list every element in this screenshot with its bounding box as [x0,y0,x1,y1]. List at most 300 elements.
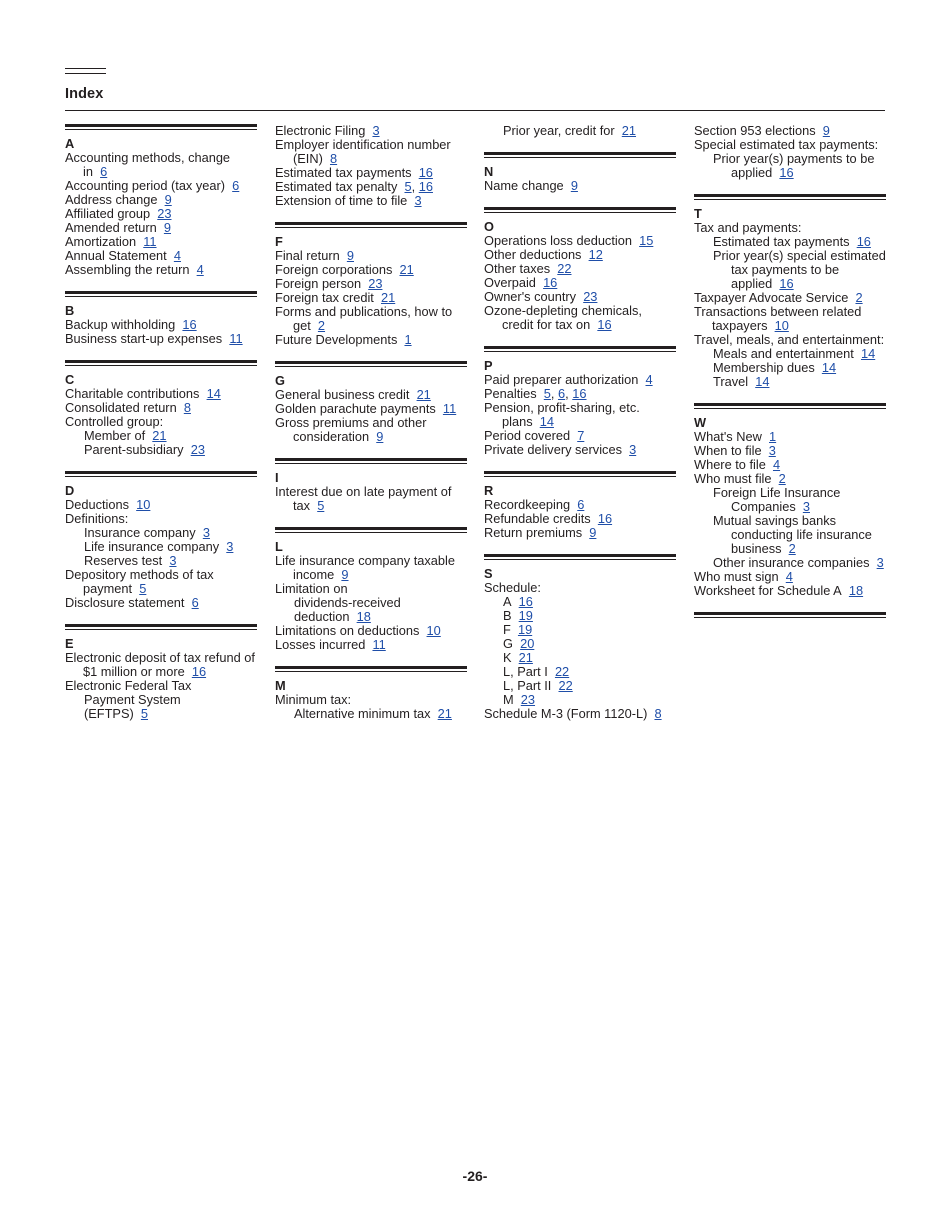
index-entry [484,373,676,387]
page-link[interactable]: 11 [442,401,457,416]
index-entry [694,305,886,333]
index-entry-text: Consolidated return [65,400,177,415]
page-link[interactable]: 3 [202,525,210,540]
page-link[interactable]: 21 [621,123,637,138]
index-entry-text: Disclosure statement [65,595,185,610]
index-entry-text: Penalties [484,386,537,401]
index-entry [694,430,886,444]
index-entry-text: Extension of time to file [275,193,408,208]
index-entry [484,234,676,248]
index-entry [275,596,467,610]
index-entry [65,332,257,346]
index-entry [65,554,257,568]
index-entry [65,498,257,512]
index-entry [65,401,257,415]
section-letter: T [694,206,702,221]
section-spacer [694,389,886,403]
section-letter: N [484,164,494,179]
index-entry [275,610,467,624]
index-entry-text: Schedule: [484,580,541,595]
index-entry-text: Meals and entertainment [713,346,854,361]
page-link[interactable]: 10 [774,318,789,333]
section-spacer [694,598,886,612]
page-link[interactable]: 4 [196,262,204,277]
page-link[interactable]: 9 [570,178,578,193]
page-link[interactable]: 21 [518,650,533,665]
index-entry-text: Where to file [694,457,766,472]
section-divider [275,458,467,464]
index-entry-text: Other insurance companies [713,555,870,570]
page-link[interactable]: 11 [229,331,243,346]
page-link[interactable]: 21 [152,428,167,443]
index-entry-text: Alternative minimum tax [294,706,431,721]
index-entry-text: Payment System [84,692,181,707]
page-link[interactable]: 21 [381,290,396,305]
page-link[interactable]: 5 [543,386,551,401]
page-link[interactable]: 9 [163,220,172,235]
index-entry-text: Parent-subsidiary [84,442,184,457]
index-entry [275,582,467,596]
index-entry-text: Foreign tax credit [275,290,374,305]
index-entry-text: Insurance company [84,525,196,540]
page-link[interactable]: 5 [317,498,325,513]
index-entry [275,291,467,305]
page-link[interactable]: 16 [597,317,612,332]
index-entry [65,193,257,207]
index-entry [694,361,886,375]
page-link[interactable]: 5 [404,179,412,194]
index-entry [694,235,886,249]
section-divider [275,361,467,367]
index-entry [484,651,676,665]
index-entry [484,637,676,651]
index-entry-text: Electronic deposit of tax refund of $1 million or more [65,650,255,679]
index-entry-text: Annual Statement [65,248,167,263]
page-link[interactable]: 3 [629,442,637,457]
page-link[interactable]: 6 [100,164,108,179]
index-entry-text: When to file [694,443,762,458]
index-entry-text: Assembling the return [65,262,190,277]
index-entry [65,429,257,443]
index-entry-text: Backup withholding [65,317,176,332]
page-link[interactable]: 23 [520,692,536,707]
page-link[interactable]: 6 [191,595,199,610]
page-link[interactable]: 8 [654,706,662,721]
index-entry [484,707,676,721]
index-entry [484,693,676,707]
index-entry [484,443,676,457]
section-letter: W [694,415,707,430]
page-link[interactable]: 21 [399,262,414,277]
page-link[interactable]: 16 [518,594,533,609]
index-entry-text: Travel [713,374,749,389]
top-mark-rule [65,68,106,69]
index-entry-text: What's New [694,429,762,444]
index-entry [275,277,467,291]
page-link[interactable]: 23 [583,289,598,304]
section-divider [275,527,467,533]
index-entry-text: Gross premiums and other consideration [275,415,427,444]
section-divider [65,291,257,297]
section-divider [65,624,257,630]
page-link[interactable]: 11 [372,637,386,652]
section-divider [694,403,886,409]
section-letter: L [275,539,283,554]
page-link[interactable]: 6 [577,497,585,512]
section-divider [484,152,676,158]
page-link[interactable]: 10 [136,497,151,512]
index-entry [275,305,467,333]
page-link[interactable]: 16 [779,165,794,180]
index-entry [484,248,676,262]
index-entry-text: Accounting period (tax year) [65,178,226,193]
index-entry-text: General business credit [275,387,410,402]
page-link[interactable]: 5 [140,706,149,721]
index-column-2 [275,124,467,721]
section-letter: C [65,372,75,387]
index-entry [275,263,467,277]
index-entry-text: K [503,650,512,665]
index-entry [275,693,467,707]
section-letter: A [65,136,75,151]
page-link[interactable]: 14 [755,374,770,389]
page-link[interactable]: 9 [346,248,354,263]
index-entry-text: Owner's country [484,289,577,304]
index-entry [275,638,467,652]
index-entry [275,194,467,208]
page-link[interactable]: 16 [418,179,433,194]
index-entry-text: F [503,622,511,637]
page-link[interactable]: 14 [206,386,221,401]
index-entry [65,249,257,263]
index-entry-text: Life insurance company [84,539,220,554]
section-letter: D [65,483,75,498]
page-link[interactable]: 22 [558,678,573,693]
index-entry-text: Mutual savings banks conducting life insurance business [713,513,872,556]
index-entry [65,415,257,429]
index-entry-text: A [503,594,512,609]
section-spacer [65,277,257,291]
page-link[interactable]: 16 [182,317,197,332]
index-entry-text: L, Part II [503,678,552,693]
index-entry-text: Prior year, credit for [503,123,615,138]
page-link[interactable]: 5 [139,581,147,596]
index-entry-text: Transactions between related taxpayers [694,304,862,333]
index-entry [694,152,886,180]
index-entry [484,512,676,526]
index-entry: Penalties 5, 6, 16 [484,386,587,401]
page-link[interactable]: 16 [191,664,207,679]
page-link[interactable]: 9 [341,567,349,582]
index-entry-text: deduction [294,609,350,624]
index-entry [65,263,257,277]
index-entry [65,207,257,221]
section-divider [275,666,467,672]
index-entry-text: Other deductions [484,247,582,262]
section-divider [484,554,676,560]
index-entry-text: B [503,608,512,623]
section-spacer [275,444,467,458]
section-spacer [694,180,886,194]
index-entry-text: Who must sign [694,569,779,584]
index-entry-text: Refundable credits [484,511,591,526]
index-entry-text: Foreign person [275,276,362,291]
page-link[interactable]: 8 [183,400,191,415]
index-entry-text: Paid preparer authorization [484,372,639,387]
index-entry-text: Amended return [65,220,157,235]
column-end-rule [694,612,886,618]
section-divider [484,207,676,213]
section-divider [65,360,257,366]
index-entry-text: Member of [84,428,146,443]
index-entry [275,249,467,263]
index-entry-text: Other taxes [484,261,551,276]
index-entry [484,304,676,332]
index-entry-text: G [503,636,513,651]
page-link[interactable]: 18 [848,583,864,598]
page-link[interactable]: 21 [416,387,431,402]
index-entry-text: Recordkeeping [484,497,571,512]
index-entry-text: M [503,692,514,707]
page-link[interactable]: 19 [518,608,533,623]
section-letter: G [275,373,285,388]
index-entry-text: Ozone-depleting chemicals, credit for tax on [484,303,642,332]
index-entry [275,707,467,721]
page-link[interactable]: 19 [517,622,533,637]
index-entry [65,540,257,554]
index-entry [65,568,257,596]
index-entry [694,138,886,152]
index-entry [694,584,886,598]
section-spacer [275,652,467,666]
index-entry [484,179,676,193]
index-entry-text: Return premiums [484,525,583,540]
index-entry [484,581,676,595]
section-spacer [484,193,676,207]
index-entry-text: Final return [275,248,340,263]
page-link[interactable]: 2 [317,318,326,333]
section-letter: S [484,566,493,581]
index-entry [484,665,676,679]
page-link[interactable]: 23 [190,442,205,457]
page-link[interactable]: 20 [520,636,535,651]
index-entry-text: Losses incurred [275,637,366,652]
page-link[interactable]: 16 [543,275,558,290]
index-entry [65,221,257,235]
index-column-1 [65,124,257,721]
page-link[interactable]: 16 [856,234,871,249]
page-link[interactable]: 18 [356,609,371,624]
index-entry [484,429,676,443]
index-entry [484,498,676,512]
index-entry [65,693,257,707]
index-entry [484,526,676,540]
index-entry-text: Future Developments [275,332,398,347]
section-spacer [484,138,676,152]
index-entry [275,485,467,513]
section-spacer [275,513,467,527]
index-entry-text: Overpaid [484,275,536,290]
section-divider [65,124,257,130]
index-entry-text: Employer identification number (EIN) [275,137,451,166]
page-link[interactable]: 2 [788,541,796,556]
index-entry [694,570,886,584]
section-divider [275,222,467,228]
section-letter: I [275,470,279,485]
page-link[interactable]: 23 [368,276,383,291]
index-entry-text: Tax and payments: [694,220,802,235]
page-link[interactable]: 16 [597,511,613,526]
index-entry [275,166,467,180]
page-link[interactable]: 16 [572,386,587,401]
page-link[interactable]: 9 [376,429,384,444]
index-entry-text: Schedule M-3 (Form 1120-L) [484,706,648,721]
index-entry [694,347,886,361]
index-entry [275,416,467,444]
index-entry-text: Foreign Life Insurance Companies [713,485,841,514]
page-link[interactable]: 3 [169,553,177,568]
index-entry [694,221,886,235]
page-link[interactable]: 2 [855,290,863,305]
page-title: Index [65,86,104,102]
page-link[interactable]: 1 [769,429,777,444]
index-entry-text: Business start-up expenses [65,331,223,346]
page-link[interactable]: 3 [768,443,776,458]
index-entry-text: Minimum tax: [275,692,352,707]
page-link[interactable]: 14 [539,414,554,429]
index-entry-text: Section 953 elections [694,123,816,138]
section-divider [484,471,676,477]
page-link[interactable]: 3 [226,539,234,554]
section-divider [694,194,886,200]
index-entry [275,554,467,582]
index-column-3 [484,124,676,721]
section-divider [484,346,676,352]
page-link[interactable]: 4 [173,248,181,263]
page-link[interactable]: 4 [772,457,781,472]
page-link[interactable]: 3 [372,123,380,138]
index-entry-text: Accounting methods, change in [65,150,231,179]
index-entry [484,262,676,276]
index-entry-text: Golden parachute payments [275,401,436,416]
page-link[interactable]: 11 [143,234,157,249]
index-entry [484,595,676,609]
index-entry [484,290,676,304]
index-entry-text: Estimated tax payments [713,234,850,249]
index-entry [694,514,886,556]
index-entry-text: Travel, meals, and entertainment: [694,332,885,347]
section-spacer [484,540,676,554]
index-entry-text: Foreign corporations [275,262,393,277]
section-letter: P [484,358,493,373]
index-entry-text: Definitions: [65,511,129,526]
section-letter: E [65,636,74,651]
page-link[interactable]: 7 [577,428,585,443]
index-entry-text: Estimated tax payments [275,165,412,180]
page-link[interactable]: 12 [588,247,603,262]
page-link[interactable]: 4 [785,569,793,584]
page-link[interactable]: 9 [164,192,172,207]
page-link[interactable]: 1 [404,332,412,347]
index-entry [275,402,467,416]
index-entry-text: Reserves test [84,553,163,568]
index-entry [484,124,676,138]
index-entry [694,124,886,138]
page-link[interactable]: 22 [554,664,570,679]
section-spacer [275,208,467,222]
index-entry-text: Interest due on late payment of tax [275,484,452,513]
index-entry-text: Private delivery services [484,442,622,457]
index-entry-text: Depository methods of tax payment [65,567,214,596]
index-entry-text: Prior year(s) payments to be applied [713,151,875,180]
index-entry [65,512,257,526]
index-entry-text: Pension, profit-sharing, etc. plans [484,400,640,429]
page-link[interactable]: 16 [418,165,433,180]
index-entry [694,472,886,486]
index-entry [275,138,467,166]
index-entry [275,124,467,138]
section-letter: B [65,303,75,318]
section-spacer [484,457,676,471]
page-link[interactable]: 2 [778,471,786,486]
section-spacer [65,346,257,360]
page-link[interactable]: 16 [779,276,794,291]
page-link[interactable]: 10 [426,623,441,638]
index-entry [275,333,467,347]
page-link[interactable]: 22 [557,261,572,276]
index-entry [694,291,886,305]
index-entry-text: Who must file [694,471,772,486]
section-divider [65,471,257,477]
index-entry [65,235,257,249]
page-link[interactable]: 3 [876,555,884,570]
index-entry-text: Electronic Filing [275,123,366,138]
page-link[interactable]: 8 [329,151,338,166]
page-link[interactable]: 21 [437,706,452,721]
page-link[interactable]: 14 [821,360,837,375]
page-link[interactable]: 6 [232,178,240,193]
index-entry [484,609,676,623]
page-link[interactable]: 9 [822,123,830,138]
section-letter: M [275,678,286,693]
index-entry [65,151,257,179]
page-link[interactable]: 9 [589,525,597,540]
page-link[interactable]: 6 [558,386,566,401]
index-entry [275,388,467,402]
index-entry [694,249,886,291]
page-link[interactable]: 4 [645,372,653,387]
index-entry [694,486,886,514]
index-entry-text: Prior year(s) special estimated tax payments to be applied [713,248,886,291]
page-link[interactable]: 3 [802,499,810,514]
index-entry-text: Name change [484,178,564,193]
page-link[interactable]: 14 [860,346,876,361]
index-entry-text: Controlled group: [65,414,164,429]
index-entry-text: Special estimated tax payments: [694,137,879,152]
index-entry-text: Worksheet for Schedule A [694,583,842,598]
page-link[interactable]: 3 [414,193,422,208]
index-entry-text: Limitation on [275,581,348,596]
index-entry [484,276,676,290]
section-spacer [275,347,467,361]
section-letter: R [484,483,494,498]
page-link[interactable]: 15 [639,233,654,248]
page-link[interactable]: 23 [157,206,172,221]
index-entry [275,624,467,638]
index-entry: Estimated tax penalty 5, 16 [275,179,433,194]
section-spacer [65,610,257,624]
title-divider [65,110,885,111]
